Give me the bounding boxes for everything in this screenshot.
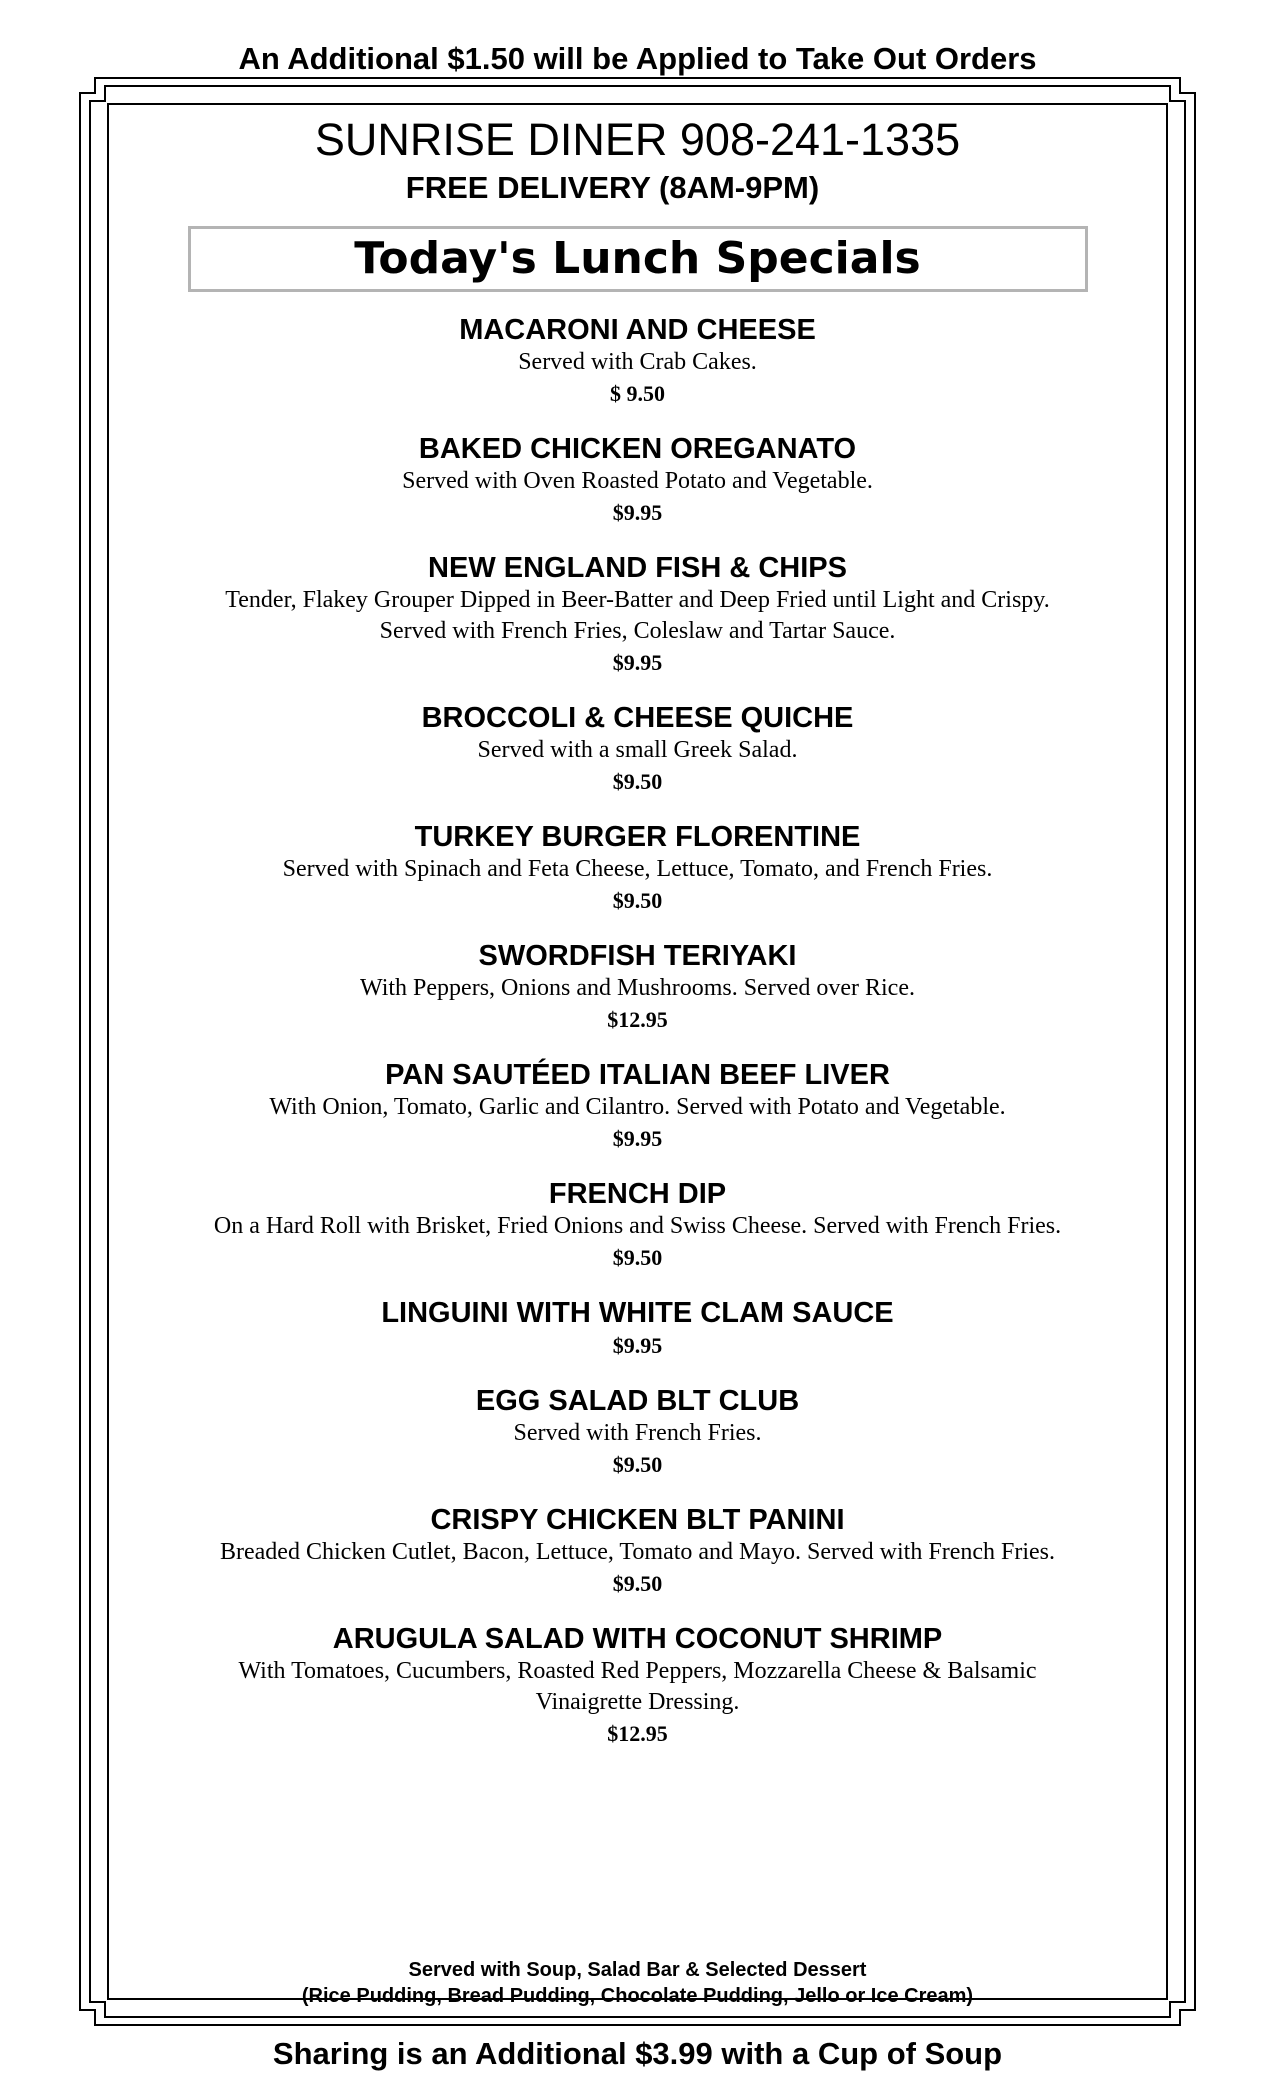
item-price: $9.95: [612, 1126, 663, 1151]
item-name: EGG SALAD BLT CLUB: [475, 1385, 800, 1417]
menu-item: [150, 702, 1125, 797]
item-name: FRENCH DIP: [548, 1178, 727, 1210]
menu-item: [150, 1385, 1125, 1480]
item-description: Served with a small Greek Salad.: [477, 737, 798, 763]
item-description: Served with Oven Roasted Potato and Vegetable.: [402, 468, 873, 494]
item-description: Served with Spinach and Feta Cheese, Lettuce, Tomato, and French Fries.: [282, 856, 993, 882]
menu-item: [150, 1178, 1125, 1273]
item-price: $12.95: [607, 1721, 668, 1746]
delivery-hours: FREE DELIVERY (8AM-9PM): [405, 170, 820, 205]
menu-content: [150, 112, 1125, 1749]
menu-item: [150, 314, 1125, 409]
item-description: Served with Crab Cakes.: [518, 349, 757, 375]
menu-item: [150, 821, 1125, 916]
item-name: ARUGULA SALAD WITH COCONUT SHRIMP: [332, 1623, 943, 1655]
item-description: With Onion, Tomato, Garlic and Cilantro. Served with Potato and Vegetable.: [269, 1094, 1006, 1120]
menu-item: [150, 552, 1125, 678]
item-price: $9.50: [612, 1452, 663, 1477]
item-price: $9.95: [612, 1333, 663, 1358]
menu-item: [150, 1504, 1125, 1599]
menu-item: [150, 1297, 1125, 1361]
item-name: PAN SAUTÉED ITALIAN BEEF LIVER: [385, 1059, 890, 1091]
menu-item: [150, 1059, 1125, 1154]
item-price: $9.50: [612, 769, 663, 794]
item-price: $9.50: [612, 1571, 663, 1596]
take-out-notice: An Additional $1.50 will be Applied to Take Out Orders: [238, 41, 1037, 76]
item-price: $9.95: [612, 650, 663, 675]
menu-item: [150, 433, 1125, 528]
item-price: $9.50: [612, 888, 663, 913]
menu-list: [150, 314, 1125, 1749]
specials-title-box: [188, 226, 1088, 292]
item-description: Breaded Chicken Cutlet, Bacon, Lettuce, Tomato and Mayo. Served with French Fries.: [219, 1539, 1055, 1565]
specials-title: Today's Lunch Specials: [354, 233, 921, 284]
item-price: $9.95: [612, 500, 663, 525]
item-name: CRISPY CHICKEN BLT PANINI: [430, 1504, 845, 1536]
item-name: LINGUINI WITH WHITE CLAM SAUCE: [381, 1297, 894, 1329]
item-price: $12.95: [607, 1007, 668, 1032]
item-name: SWORDFISH TERIYAKI: [478, 940, 797, 972]
item-price: $ 9.50: [610, 381, 665, 406]
diner-name-phone: SUNRISE DINER 908-241-1335: [314, 114, 961, 165]
item-description: With Tomatoes, Cucumbers, Roasted Red Peppers, Mozzarella Cheese & Balsamic Vinaigrette Dressing.: [238, 1658, 1037, 1715]
sharing-notice: Sharing is an Additional $3.99 with a Cup of Soup: [272, 2036, 1003, 2071]
item-description: With Peppers, Onions and Mushrooms. Served over Rice.: [360, 975, 915, 1001]
dessert-options-line: (Rice Pudding, Bread Pudding, Chocolate Pudding, Jello or Ice Cream): [301, 1985, 974, 2007]
item-description: Served with French Fries.: [513, 1420, 762, 1446]
item-name: NEW ENGLAND FISH & CHIPS: [428, 552, 847, 584]
item-description: Tender, Flakey Grouper Dipped in Beer-Batter and Deep Fried until Light and Crispy. Served with French Fries, Coleslaw and Tartar Sauce.: [225, 587, 1050, 644]
item-price: $9.50: [612, 1245, 663, 1270]
item-name: BAKED CHICKEN OREGANATO: [418, 433, 857, 465]
menu-item: [150, 1623, 1125, 1749]
item-name: MACARONI AND CHEESE: [459, 314, 816, 346]
item-description: On a Hard Roll with Brisket, Fried Onions and Swiss Cheese. Served with French Fries.: [213, 1213, 1062, 1239]
included-extras-line: Served with Soup, Salad Bar & Selected Dessert: [408, 1959, 867, 1981]
menu-item: [150, 940, 1125, 1035]
item-name: BROCCOLI & CHEESE QUICHE: [421, 702, 854, 734]
item-name: TURKEY BURGER FLORENTINE: [414, 821, 861, 853]
included-extras-note: [150, 1957, 1125, 2009]
